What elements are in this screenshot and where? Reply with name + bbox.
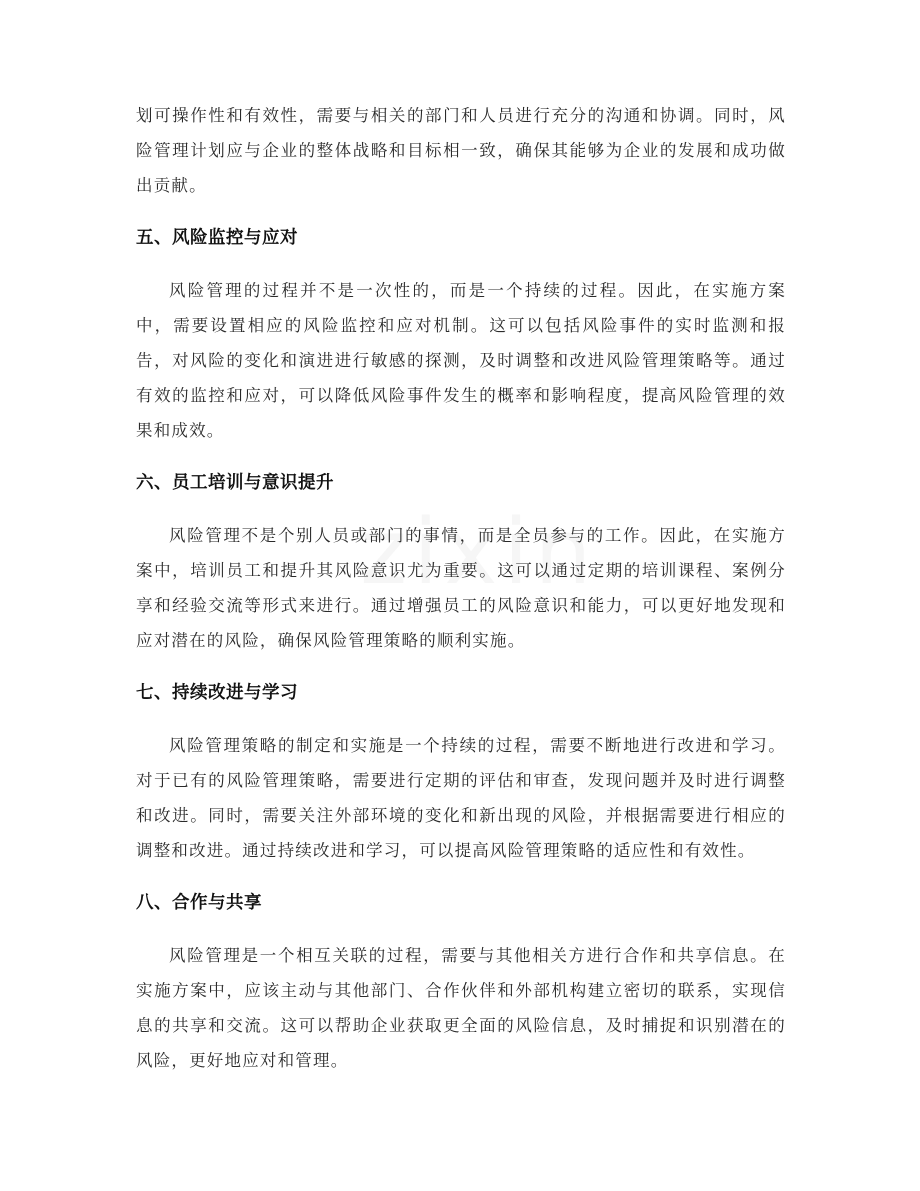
intro-paragraph: 划可操作性和有效性，需要与相关的部门和人员进行充分的沟通和协调。同时，风险管理计划应与企业的整体战略和目标相一致，确保其能够为企业的发展和成功做出贡献。 [136,106,786,195]
section-body-8: 风险管理是一个相互关联的过程，需要与其他相关方进行合作和共享信息。在实施方案中，应该主动与其他部门、合作伙伴和外部机构建立密切的联系，实现信息的共享和交流。这可以帮助企业获取更全面的风险信息，及时捕捉和识别潜在的风险，更好地应对和管理。 [136,946,786,1070]
section-heading-8: 八、合作与共享 [136,893,262,913]
section-heading-5: 五、风险监控与应对 [136,228,298,248]
section-heading-6: 六、员工培训与意识提升 [136,473,334,493]
section-body-7: 风险管理策略的制定和实施是一个持续的过程，需要不断地进行改进和学习。对于已有的风险管理策略，需要进行定期的评估和审查，发现问题并及时进行调整和改进。同时，需要关注外部环境的变化和新出现的风险，并根据需要进行相应的调整和改进。通过持续改进和学习，可以提高风险管理策略的适应性和有效性。 [136,736,786,860]
document-page [136,98,786,1078]
section-body-6: 风险管理不是个别人员或部门的事情，而是全员参与的工作。因此，在实施方案中，培训员工和提升其风险意识尤为重要。这可以通过定期的培训课程、案例分享和经验交流等形式来进行。通过增强员工的风险意识和能力，可以更好地发现和应对潜在的风险，确保风险管理策略的顺利实施。 [136,526,786,650]
section-body-5: 风险管理的过程并不是一次性的，而是一个持续的过程。因此，在实施方案中，需要设置相应的风险监控和应对机制。这可以包括风险事件的实时监测和报告，对风险的变化和演进进行敏感的探测，及时调整和改进风险管理策略等。通过有效的监控和应对，可以降低风险事件发生的概率和影响程度，提高风险管理的效果和成效。 [136,281,786,440]
section-heading-7: 七、持续改进与学习 [136,683,298,703]
